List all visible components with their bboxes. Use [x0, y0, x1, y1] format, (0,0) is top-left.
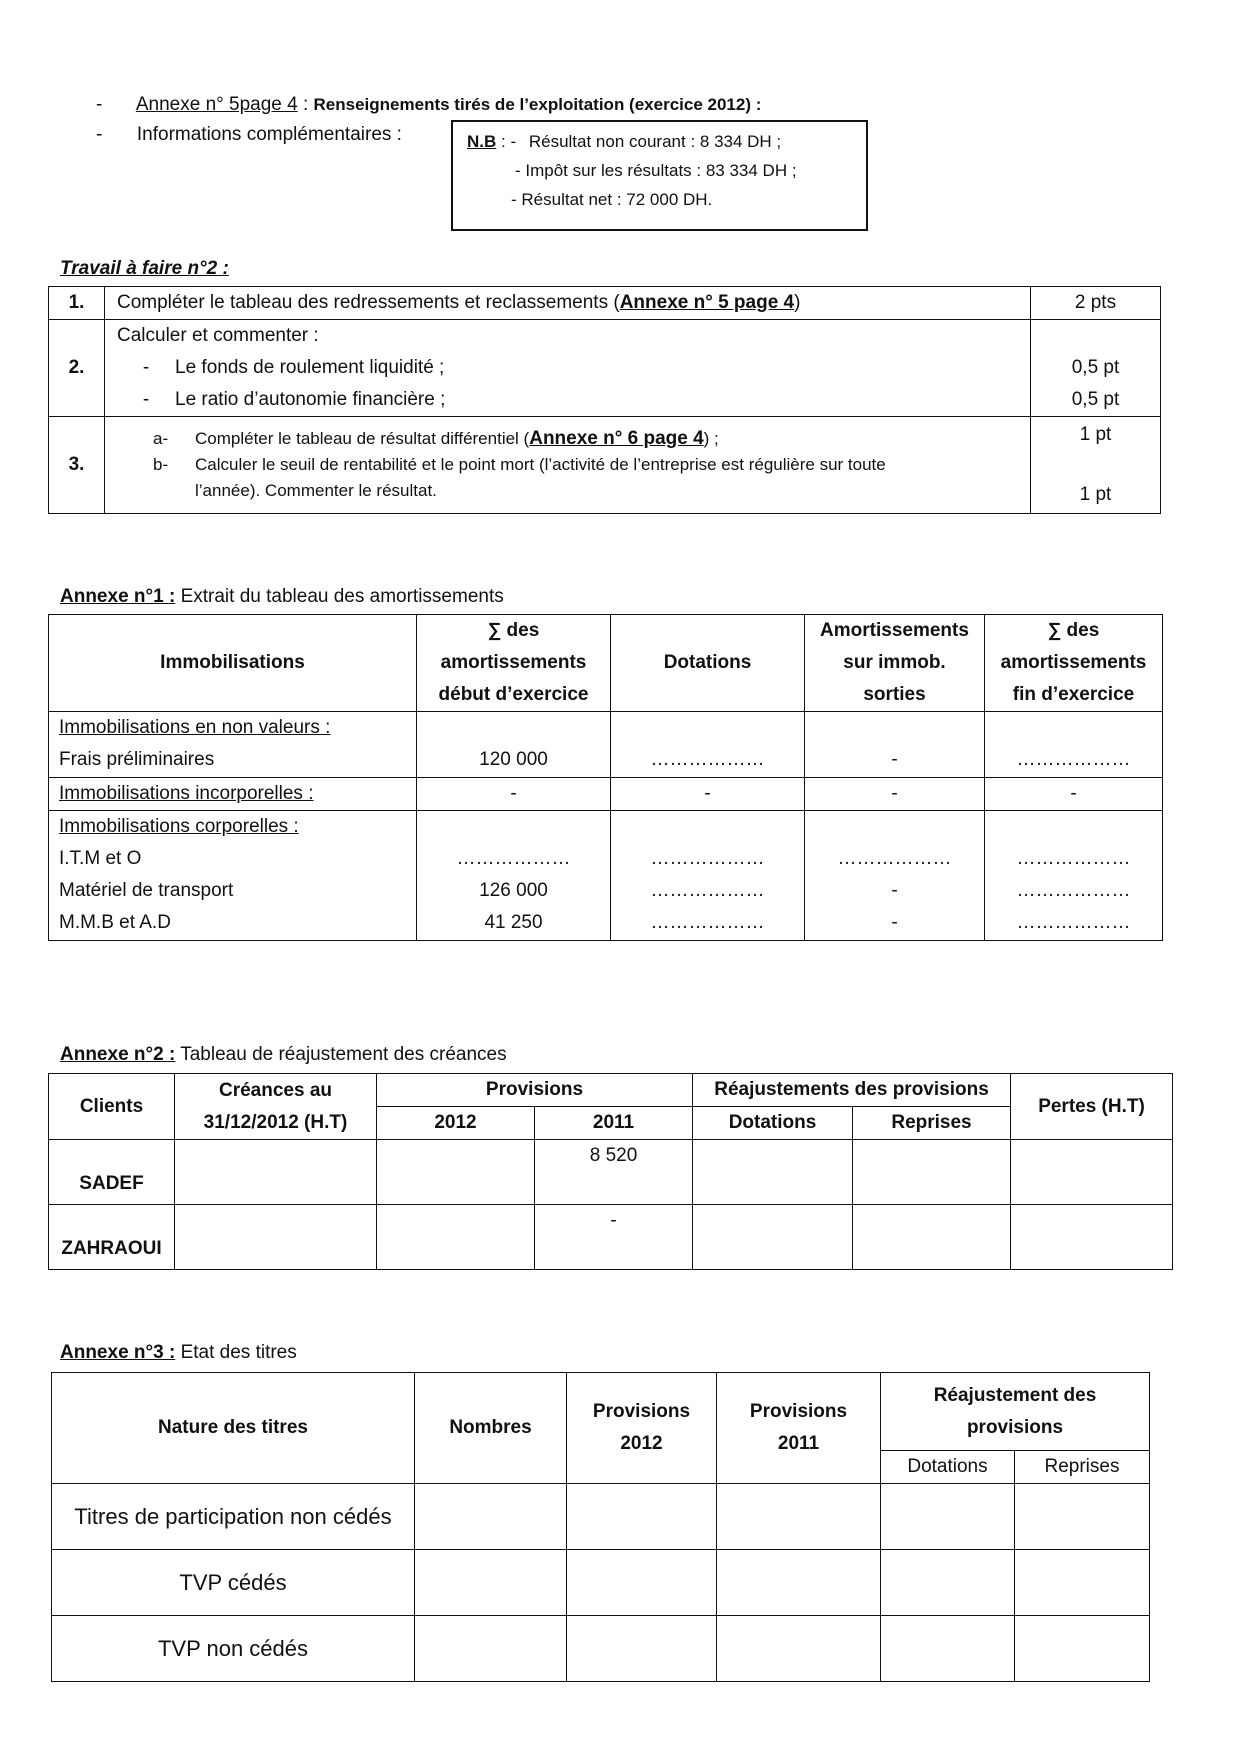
- row-label: [49, 712, 417, 778]
- titre-nature: TVP non cédés: [52, 1616, 415, 1682]
- col-header-fin: [985, 615, 1163, 712]
- task-text: [105, 417, 1031, 514]
- annexe5-link[interactable]: Annexe n° 5page 4: [135, 94, 298, 115]
- cell-debut: [417, 712, 611, 778]
- cell-nombres[interactable]: [415, 1616, 567, 1682]
- annexe3-description: Etat des titres: [175, 1342, 297, 1363]
- cell-reprises[interactable]: [853, 1205, 1011, 1270]
- col-header-2011: 2011: [535, 1107, 693, 1140]
- subitem-text: Compléter le tableau de résultat différentiel (: [195, 429, 530, 448]
- header-row-1: [52, 1373, 1150, 1451]
- client-name: SADEF: [49, 1140, 175, 1205]
- nb-resultat-non-courant: Résultat non courant : 8 334 DH ;: [528, 132, 782, 151]
- cell-dotations: -: [611, 778, 805, 811]
- cell-dotations[interactable]: [693, 1205, 853, 1270]
- points-value: 1 pt: [1079, 484, 1112, 505]
- task-subitem: [117, 352, 1030, 384]
- travail-row-3: [49, 417, 1161, 514]
- cell-reprises[interactable]: [1015, 1550, 1150, 1616]
- table-row: [49, 1205, 1173, 1270]
- subitem-text: Calculer le seuil de rentabilité et le point mort (l’activité de l’entreprise est régulière sur toute: [195, 455, 886, 474]
- col-header-immobilisations: Immobilisations: [49, 615, 417, 712]
- subitem-marker: a-: [153, 429, 169, 448]
- header-line: 2012: [620, 1433, 663, 1454]
- row-label: [49, 811, 417, 941]
- cell-provisions-2012[interactable]: [567, 1484, 717, 1550]
- col-header-reprises: Reprises: [1015, 1451, 1150, 1484]
- separator: :: [297, 94, 314, 115]
- annexe2-description: Tableau de réajustement des créances: [175, 1044, 507, 1065]
- header-row-1: [49, 1074, 1173, 1107]
- titres-table: [51, 1372, 1150, 1682]
- header-line: début d’exercice: [438, 684, 589, 705]
- col-header-2012: 2012: [377, 1107, 535, 1140]
- value: ………………: [650, 749, 765, 770]
- col-header-provisions: Provisions: [377, 1074, 693, 1107]
- col-header-dotations: Dotations: [693, 1107, 853, 1140]
- cell-sorties: [805, 712, 985, 778]
- cell-nombres[interactable]: [415, 1484, 567, 1550]
- bullet-dash: -: [96, 124, 103, 145]
- subitem-marker: b-: [153, 455, 169, 474]
- titre-nature: Titres de participation non cédés: [52, 1484, 415, 1550]
- value: -: [891, 880, 898, 901]
- nb-line-1: [467, 127, 781, 156]
- subitem-text-after: ) ;: [703, 429, 719, 448]
- subitem-marker: -: [142, 357, 150, 378]
- points-value: 1 pt: [1079, 424, 1112, 445]
- table-row-non-valeurs: [49, 712, 1163, 778]
- item-name: M.M.B et A.D: [59, 912, 171, 933]
- task-subitem: [117, 384, 1030, 416]
- creances-table: [48, 1073, 1173, 1270]
- cell-provision-2011: 8 520: [535, 1140, 693, 1205]
- client-name: ZAHRAOUI: [49, 1205, 175, 1270]
- annexe2-title: [60, 1044, 507, 1066]
- cell-creances[interactable]: [175, 1140, 377, 1205]
- col-header-sorties: [805, 615, 985, 712]
- header-line: 2011: [777, 1433, 820, 1454]
- cell-provisions-2012[interactable]: [567, 1616, 717, 1682]
- cell-provisions-2011[interactable]: [717, 1550, 881, 1616]
- amortissements-table: [48, 614, 1163, 941]
- header-line: sur immob.: [843, 652, 946, 673]
- cell-nombres[interactable]: [415, 1550, 567, 1616]
- header-line: Provisions: [592, 1401, 691, 1422]
- cell-pertes[interactable]: [1011, 1205, 1173, 1270]
- nb-box: [451, 120, 868, 231]
- annexe1-label: Annexe n°1 :: [60, 586, 176, 607]
- table-row: [52, 1550, 1150, 1616]
- points-value: 0,5 pt: [1071, 389, 1120, 410]
- value: ………………: [1016, 749, 1131, 770]
- annexe1-title: [60, 586, 504, 608]
- col-header-provisions-2012: [567, 1373, 717, 1484]
- cell-fin: -: [985, 778, 1163, 811]
- header-line: ∑ des: [1047, 620, 1100, 641]
- nb-line-2: - Impôt sur les résultats : 83 334 DH ;: [515, 161, 797, 180]
- item-name: Matériel de transport: [59, 880, 234, 901]
- annexe3-title: [60, 1342, 297, 1364]
- annexe5-line: [96, 94, 761, 116]
- cell-provisions-2012[interactable]: [567, 1550, 717, 1616]
- header-line: provisions: [966, 1416, 1064, 1438]
- travail-row-2: [49, 320, 1161, 417]
- annexe5-page4-link[interactable]: Annexe n° 5 page 4: [619, 292, 795, 313]
- cell-dotations[interactable]: [881, 1550, 1015, 1616]
- value: -: [891, 749, 898, 770]
- cell-dotations[interactable]: [881, 1616, 1015, 1682]
- nb-colon: : -: [496, 132, 521, 151]
- cell-dotations: [611, 811, 805, 941]
- task-number: 1.: [49, 287, 105, 320]
- table-row-incorporelles: [49, 778, 1163, 811]
- annexe1-description: Extrait du tableau des amortissements: [175, 586, 504, 607]
- item-name: I.T.M et O: [59, 848, 142, 869]
- cell-provision-2011: -: [535, 1205, 693, 1270]
- cell-fin: [985, 712, 1163, 778]
- value: ………………: [650, 880, 765, 901]
- header-line: sorties: [863, 684, 926, 705]
- cell-provisions-2011[interactable]: [717, 1484, 881, 1550]
- col-header-nombres: Nombres: [415, 1373, 567, 1484]
- col-header-dotations: Dotations: [611, 615, 805, 712]
- table-header-row: [49, 615, 1163, 712]
- travail-row-1: [49, 287, 1161, 320]
- col-header-creances: [175, 1074, 377, 1140]
- header-line: amortissements: [440, 652, 587, 673]
- value: ………………: [1016, 848, 1131, 869]
- cell-sorties: -: [805, 778, 985, 811]
- subitem-text: l’année). Commenter le résultat.: [195, 481, 437, 500]
- cell-reprises[interactable]: [1015, 1616, 1150, 1682]
- info-line: [96, 124, 402, 146]
- annexe3-label: Annexe n°3 :: [60, 1342, 176, 1363]
- col-header-clients: Clients: [49, 1074, 175, 1140]
- header-line: ∑ des: [487, 620, 540, 641]
- cell-dotations[interactable]: [693, 1140, 853, 1205]
- task-points: [1031, 320, 1161, 417]
- cell-pertes[interactable]: [1011, 1140, 1173, 1205]
- col-header-pertes: Pertes (H.T): [1011, 1074, 1173, 1140]
- task-points: [1031, 417, 1161, 514]
- col-header-reajustement: [881, 1373, 1150, 1451]
- cell-dotations[interactable]: [881, 1484, 1015, 1550]
- cell-reprises[interactable]: [1015, 1484, 1150, 1550]
- travail-table: [48, 286, 1161, 514]
- titre-nature: TVP cédés: [52, 1550, 415, 1616]
- value: ………………: [456, 848, 571, 869]
- subitem-text: Le ratio d’autonomie financière ;: [175, 389, 446, 410]
- header-line: 31/12/2012 (H.T): [203, 1111, 348, 1133]
- task-text-after: ): [794, 292, 801, 313]
- task-number: 3.: [49, 417, 105, 514]
- col-header-dotations: Dotations: [881, 1451, 1015, 1484]
- bullet-dash: -: [96, 94, 103, 115]
- table-row: [52, 1616, 1150, 1682]
- task-text: [105, 287, 1031, 320]
- header-line: amortissements: [1000, 652, 1147, 673]
- subitem-marker: -: [142, 389, 150, 410]
- value: -: [891, 912, 898, 933]
- annexe5-description: Renseignements tirés de l’exploitation (exercice 2012) :: [313, 95, 762, 114]
- value: ………………: [837, 848, 952, 869]
- cell-fin: [985, 811, 1163, 941]
- value: 120 000: [479, 749, 548, 770]
- table-row: [52, 1484, 1150, 1550]
- col-header-reprises: Reprises: [853, 1107, 1011, 1140]
- value: ………………: [650, 848, 765, 869]
- cell-debut: -: [417, 778, 611, 811]
- col-header-provisions-2011: [717, 1373, 881, 1484]
- points-value: 0,5 pt: [1071, 357, 1120, 378]
- group-title: Immobilisations en non valeurs :: [59, 717, 331, 738]
- cell-dotations: [611, 712, 805, 778]
- nb-title: N.B: [467, 132, 497, 151]
- header-line: Provisions: [749, 1401, 848, 1422]
- value: 126 000: [479, 880, 548, 901]
- table-row: [49, 1140, 1173, 1205]
- cell-creances[interactable]: [175, 1205, 377, 1270]
- task-text-before: Compléter le tableau des redressements et reclassements (: [117, 292, 620, 313]
- header-line: fin d’exercice: [1012, 684, 1135, 705]
- travail-title: Travail à faire n°2 :: [60, 258, 229, 279]
- cell-provisions-2011[interactable]: [717, 1616, 881, 1682]
- value: ………………: [1016, 880, 1131, 901]
- value: ………………: [1016, 912, 1131, 933]
- cell-reprises[interactable]: [853, 1140, 1011, 1205]
- col-header-debut: [417, 615, 611, 712]
- group-title: Immobilisations corporelles :: [59, 816, 299, 837]
- cell-provision-2012[interactable]: [377, 1205, 535, 1270]
- task-subitem-b: [117, 452, 1030, 504]
- value: ………………: [650, 912, 765, 933]
- annexe2-label: Annexe n°2 :: [60, 1044, 176, 1065]
- header-line: Créances au: [218, 1079, 332, 1101]
- subitem-text: Le fonds de roulement liquidité ;: [175, 357, 445, 378]
- cell-provision-2012[interactable]: [377, 1140, 535, 1205]
- cell-sorties: [805, 811, 985, 941]
- table-row-corporelles: [49, 811, 1163, 941]
- task-subitem-a: [117, 426, 1030, 452]
- info-label: Informations complémentaires :: [136, 124, 402, 145]
- nb-line-3: - Résultat net : 72 000 DH.: [511, 190, 713, 209]
- task-intro: Calculer et commenter :: [117, 325, 319, 346]
- header-line: Amortissements: [820, 620, 969, 641]
- cell-debut: [417, 811, 611, 941]
- value: 41 250: [484, 912, 543, 933]
- col-header-nature: Nature des titres: [52, 1373, 415, 1484]
- task-points: 2 pts: [1031, 287, 1161, 320]
- task-text: [105, 320, 1031, 417]
- header-line: Réajustement des: [933, 1384, 1097, 1406]
- annexe6-page4-link[interactable]: Annexe n° 6 page 4: [529, 428, 704, 449]
- task-number: 2.: [49, 320, 105, 417]
- col-header-reajustements: Réajustements des provisions: [693, 1074, 1011, 1107]
- group-title: Immobilisations incorporelles :: [49, 778, 417, 811]
- item-name: Frais préliminaires: [59, 749, 215, 770]
